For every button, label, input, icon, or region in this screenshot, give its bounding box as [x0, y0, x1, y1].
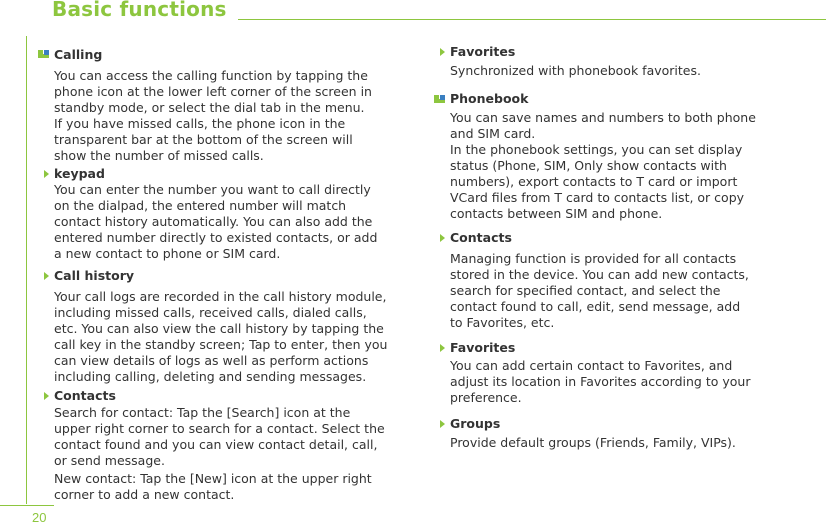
text-line: call key in the standby screen; Tap to enter, then you [54, 337, 388, 352]
phonebook-text [450, 110, 756, 222]
section-bullet-icon [38, 50, 50, 58]
text-line: New contact: Tap the [New] icon at the upper right [54, 471, 372, 486]
text-line: and SIM card. [450, 126, 536, 141]
text-line: can view details of logs as well as perform actions [54, 353, 369, 368]
text-line: You can save names and numbers to both phone [450, 110, 756, 125]
text-line: Managing function is provided for all contacts [450, 251, 737, 266]
text-line: contacts between SIM and phone. [450, 206, 663, 221]
page-title: Basic functions [52, 0, 227, 21]
text-line: You can enter the number you want to call directly [54, 182, 371, 197]
calling-heading: Calling [54, 47, 103, 62]
text-line: contact history automatically. You can also add the [54, 214, 373, 229]
text-line: corner to add a new contact. [54, 487, 235, 502]
triangle-bullet-icon [440, 420, 445, 428]
triangle-bullet-icon [44, 392, 49, 400]
calling-text [54, 68, 372, 164]
text-line: Synchronized with phonebook favorites. [450, 63, 701, 78]
text-line: standby mode, or select the dial tab in the menu. [54, 100, 365, 115]
keypad-text [54, 182, 377, 262]
triangle-bullet-icon [44, 170, 49, 178]
contacts-text [54, 405, 385, 469]
triangle-bullet-icon [44, 272, 49, 280]
contacts-heading: Contacts [54, 388, 116, 403]
favorites-text [450, 358, 750, 406]
favorites-top-heading: Favorites [450, 44, 516, 59]
text-line: adjust its location in Favorites according to your [450, 374, 751, 389]
contacts-text [450, 251, 749, 331]
triangle-bullet-icon [440, 344, 445, 352]
keypad-heading: keypad [54, 166, 105, 181]
call-history-text [54, 289, 387, 385]
text-line: preference. [450, 390, 522, 405]
groups-heading: Groups [450, 416, 501, 431]
text-line: a new contact to phone or SIM card. [54, 246, 281, 261]
text-line: If you have missed calls, the phone icon in the [54, 116, 346, 131]
contacts-heading: Contacts [450, 230, 512, 245]
text-line: or send message. [54, 453, 165, 468]
text-line: transparent bar at the bottom of the screen will [54, 132, 353, 147]
text-line: show the number of missed calls. [54, 148, 264, 163]
text-line: etc. You can also view the call history by tapping the [54, 321, 384, 336]
text-line: contact found and you can view contact detail, call, [54, 437, 378, 452]
phonebook-heading: Phonebook [450, 91, 529, 106]
text-line: You can add certain contact to Favorites, and [450, 358, 733, 373]
text-line: VCard files from T card to contacts list, or copy [450, 190, 745, 205]
text-line: entered number directly to existed contacts, or add [54, 230, 378, 245]
call-history-heading: Call history [54, 268, 135, 283]
text-line: status (Phone, SIM, Only show contacts with [450, 158, 727, 173]
text-line: on the dialpad, the entered number will match [54, 198, 347, 213]
triangle-bullet-icon [440, 48, 445, 56]
page-number: 20 [32, 510, 47, 525]
groups-text [450, 435, 736, 451]
text-line: upper right corner to search for a contact. Select the [54, 421, 385, 436]
left-rule [26, 36, 27, 504]
text-line: numbers), export contacts to T card or import [450, 174, 738, 189]
text-line: search for specified contact, and select the [450, 283, 721, 298]
text-line: You can access the calling function by tapping the [54, 68, 368, 83]
text-line: Your call logs are recorded in the call history module, [54, 289, 387, 304]
text-line: including missed calls, received calls, dialed calls, [54, 305, 367, 320]
text-line: contact found to call, edit, send message, add [450, 299, 741, 314]
text-line: Search for contact: Tap the [Search] icon at the [54, 405, 351, 420]
contacts-text-2 [54, 471, 372, 503]
top-rule [238, 19, 826, 20]
section-bullet-icon [434, 95, 446, 103]
text-line: to Favorites, etc. [450, 315, 555, 330]
text-line: Provide default groups (Friends, Family, VIPs). [450, 435, 736, 450]
bottom-rule [0, 505, 54, 506]
triangle-bullet-icon [440, 234, 445, 242]
text-line: stored in the device. You can add new contacts, [450, 267, 749, 282]
favorites-heading: Favorites [450, 340, 516, 355]
text-line: In the phonebook settings, you can set display [450, 142, 743, 157]
text-line: phone icon at the lower left corner of the screen in [54, 84, 372, 99]
favorites-top-text [450, 63, 701, 79]
text-line: including calling, deleting and sending messages. [54, 369, 367, 384]
